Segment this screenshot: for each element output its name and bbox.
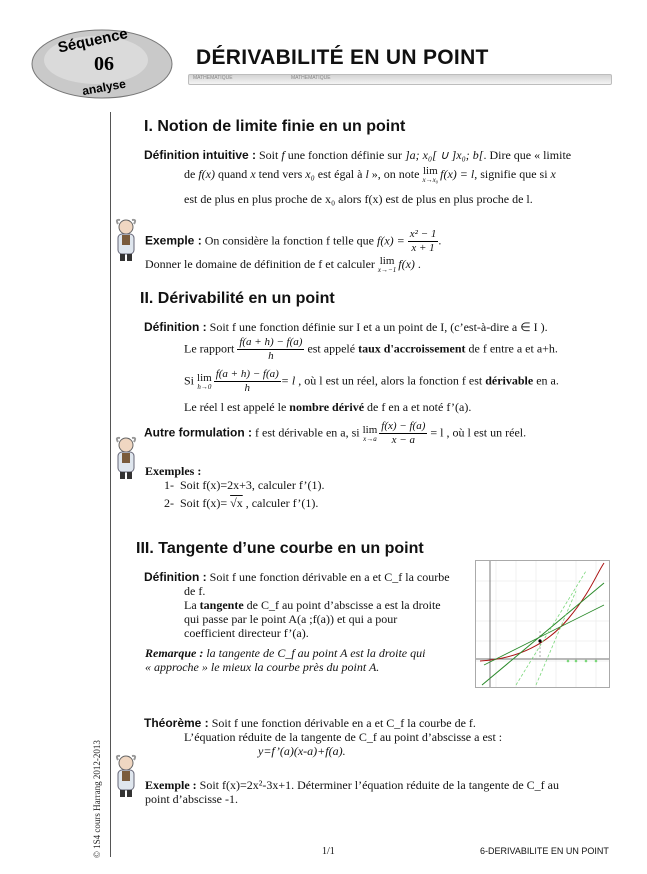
section2-definition: Définition : Soit f une fonction définie sur I et a un point de I, (c’est-à-dire a ∈ I ). <box>144 320 548 334</box>
section3-example-line1: Exemple : Soit f(x)=2x²-3x+1. Déterminer l’équation réduite de la tangente de C_f au <box>145 778 560 792</box>
rate-of-change-line: Le rapport $\frac{f(a + h) - f(a)}{h}$ est appelé taux d'accroissement de f entre a et a+h. <box>184 336 558 362</box>
section1-example-line1: Exemple : On considère la fonction f telle que f(x) = $\frac{\text{x² − 1}}{x + 1}$ . <box>145 228 442 254</box>
example-fraction: $\frac{\text{x² − 1}}{x + 1}$ <box>409 228 437 254</box>
section1-definition-line1: Définition intuitive : Soit f une fonction définie sur ]a; x₀[ ∪ ]x₀; b[. Dire que « limite <box>144 148 572 162</box>
section3-heading: III. Tangente d’une courbe en un point <box>136 540 424 557</box>
theorem-line1: Théorème : Soit f une fonction dérivable en a et C_f la courbe de f. <box>144 716 476 730</box>
section1-heading: I. Notion de limite finie en un point <box>144 118 406 135</box>
copyright-note: © 1S4 cours Harrang 2012-2013 <box>92 740 102 858</box>
section3-definition-line1: Définition : Soit f une fonction dérivable en a et C_f la courbe <box>144 570 450 584</box>
tangent-equation: y=f’(a)(x-a)+f(a). <box>258 744 346 758</box>
section1-definition-line2: de f(x) quand x tend vers x₀ est égal à l », on note lim x→x₀ f(x) = l, signifie que si x <box>184 165 556 184</box>
header-bar <box>188 74 612 85</box>
example-2: 2- Soit f(x)= √x , calculer f’(1). <box>164 496 319 510</box>
tangent-graph <box>475 560 610 688</box>
page-title: DÉRIVABILITÉ EN UN POINT <box>196 46 489 69</box>
sequence-badge <box>30 24 176 100</box>
badge-number: 06 <box>94 53 114 75</box>
section3-definition-line3: La tangente de C_f au point d’abscisse a est la droite <box>184 598 441 612</box>
theorem-line2: L’équation réduite de la tangente de C_f au point d’abscisse a est : <box>184 730 503 744</box>
footer-title: 6-DERIVABILITE EN UN POINT <box>480 846 609 856</box>
derivable-line: Si lim h→0 $\frac{f(a + h) - f(a)}{h}$ = l , où l est un réel, alors la fonction f est dérivable en a. <box>184 368 559 394</box>
section3-definition-line2: de f. <box>184 584 206 598</box>
bar-label-2: MATHEMATIQUE <box>291 75 331 81</box>
badge-line1: Séquence <box>56 25 130 57</box>
remark-line2: « approche » le mieux la courbe près du point A. <box>145 660 380 674</box>
other-formulation: Autre formulation : f est dérivable en a, si lim x→a $\frac{f(x) - f(a)}{x - a}$ = l , où l est un réel. <box>144 420 527 446</box>
section1-definition-line3: est de plus en plus proche de x₀ alors f(x) est de plus en plus proche de l. <box>184 192 533 206</box>
remark-line1: Remarque : la tangente de C_f au point A est la droite qui <box>145 646 426 660</box>
bar-label-1: MATHEMATIQUE <box>193 75 233 81</box>
example-1: 1- Soit f(x)=2x+3, calculer f’(1). <box>164 478 325 492</box>
section2-heading: II. Dérivabilité en un point <box>140 290 335 307</box>
professor-icon <box>112 754 140 798</box>
page-number: 1/1 <box>322 846 335 857</box>
professor-icon <box>112 436 140 480</box>
limit-notation: lim x→x₀ <box>422 165 439 184</box>
section1-example-line2: Donner le domaine de définition de f et calculer lim x→−1 f(x) . <box>145 255 421 274</box>
section3-definition-line5: coefficient directeur f’(a). <box>184 626 309 640</box>
examples-label: Exemples : <box>145 464 202 478</box>
margin-rule <box>110 112 111 857</box>
section3-definition-line4: qui passe par le point A(a ;f(a)) et qui a pour <box>184 612 398 626</box>
badge-line2: analyse <box>81 76 127 99</box>
professor-icon <box>112 218 140 262</box>
derivative-number-line: Le réel l est appelé le nombre dérivé de f en a et noté f’(a). <box>184 400 472 414</box>
section3-example-line2: point d’abscisse -1. <box>145 792 238 806</box>
